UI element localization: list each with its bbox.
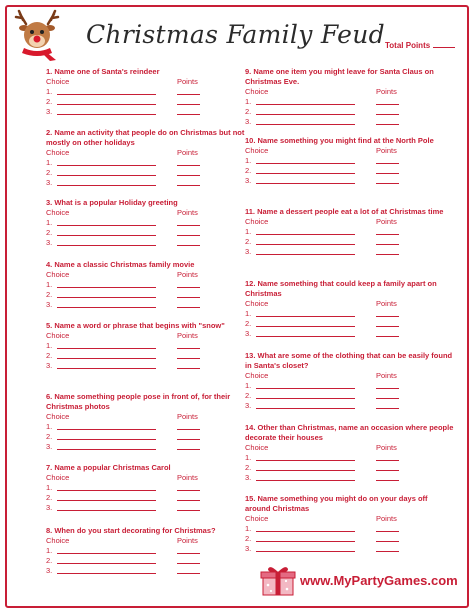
choice-label: Choice (245, 146, 269, 155)
answer-number: 3. (46, 300, 53, 309)
question-block (46, 526, 256, 576)
points-label: Points (177, 270, 198, 279)
points-blank-line[interactable] (177, 287, 200, 288)
answer-row (46, 97, 256, 107)
answer-header (245, 87, 455, 97)
answer-number: 1. (245, 381, 252, 390)
answer-number: 2. (245, 107, 252, 116)
points-blank-line[interactable] (376, 470, 399, 471)
answer-row (245, 391, 455, 401)
total-points-blank (433, 40, 455, 48)
choice-blank-line[interactable] (57, 185, 156, 186)
answer-row (245, 401, 455, 411)
choice-blank-line[interactable] (256, 408, 355, 409)
answer-header (46, 412, 256, 422)
answer-number: 1. (46, 422, 53, 431)
points-blank-line[interactable] (376, 398, 399, 399)
question-text: 12. Name something that could keep a family apart on Christmas (245, 279, 437, 298)
choice-label: Choice (46, 208, 70, 217)
question-text: 4. Name a classic Christmas family movie (46, 260, 195, 269)
choice-blank-line[interactable] (57, 358, 156, 359)
question-block (245, 351, 455, 411)
points-blank-line[interactable] (177, 165, 200, 166)
choice-label: Choice (46, 536, 70, 545)
answer-row (46, 178, 256, 188)
choice-blank-line[interactable] (57, 94, 156, 95)
answer-row (46, 483, 256, 493)
answer-number: 1. (245, 156, 252, 165)
answer-number: 2. (245, 391, 252, 400)
question-block (46, 260, 256, 310)
points-label: Points (177, 77, 198, 86)
answer-header (245, 299, 455, 309)
question-text: 15. Name something you might do on your days off around Christmas (245, 494, 428, 513)
answer-number: 1. (245, 97, 252, 106)
choice-blank-line[interactable] (57, 104, 156, 105)
answer-number: 1. (46, 158, 53, 167)
points-blank-line[interactable] (177, 235, 200, 236)
answer-row (46, 422, 256, 432)
question-text: 11. Name a dessert people eat a lot of at Christmas time (245, 207, 444, 216)
choice-blank-line[interactable] (256, 173, 355, 174)
question-text: 6. Name something people pose in front of, for their Christmas photos (46, 392, 231, 411)
points-blank-line[interactable] (177, 510, 200, 511)
answer-row (245, 97, 455, 107)
choice-blank-line[interactable] (57, 165, 156, 166)
question-text: 2. Name an activity that people do on Christmas but not mostly on other holidays (46, 128, 245, 147)
points-blank-line[interactable] (177, 429, 200, 430)
choice-blank-line[interactable] (57, 500, 156, 501)
answer-row (245, 534, 455, 544)
answer-number: 2. (245, 237, 252, 246)
answer-number: 3. (46, 107, 53, 116)
question-text: 14. Other than Christmas, name an occasion where people decorate their houses (245, 423, 454, 442)
choice-blank-line[interactable] (57, 175, 156, 176)
answer-number: 3. (245, 401, 252, 410)
question-block (46, 463, 256, 513)
question-block (245, 279, 455, 339)
choice-label: Choice (245, 514, 269, 523)
answer-row (245, 329, 455, 339)
points-blank-line[interactable] (376, 244, 399, 245)
answer-header (46, 77, 256, 87)
answer-number: 2. (245, 534, 252, 543)
question-block (46, 67, 256, 117)
answer-number: 3. (46, 238, 53, 247)
answer-header (245, 514, 455, 524)
answer-number: 2. (245, 463, 252, 472)
points-blank-line[interactable] (376, 183, 399, 184)
answer-number: 1. (46, 87, 53, 96)
answer-number: 3. (245, 544, 252, 553)
answer-header (46, 148, 256, 158)
choice-blank-line[interactable] (256, 398, 355, 399)
choice-blank-line[interactable] (57, 225, 156, 226)
choice-blank-line[interactable] (57, 563, 156, 564)
answer-number: 2. (46, 556, 53, 565)
answer-row (245, 227, 455, 237)
points-blank-line[interactable] (177, 297, 200, 298)
points-label: Points (376, 217, 397, 226)
answer-number: 3. (46, 178, 53, 187)
answer-row (46, 361, 256, 371)
footer-brand (260, 561, 460, 599)
question-text: 7. Name a popular Christmas Carol (46, 463, 171, 472)
points-blank-line[interactable] (376, 541, 399, 542)
answer-number: 2. (46, 432, 53, 441)
choice-blank-line[interactable] (256, 114, 355, 115)
answer-row (46, 546, 256, 556)
points-blank-line[interactable] (177, 245, 200, 246)
question-block (245, 207, 455, 257)
answer-number: 2. (46, 97, 53, 106)
choice-blank-line[interactable] (57, 439, 156, 440)
answer-number: 1. (46, 546, 53, 555)
answer-number: 1. (245, 227, 252, 236)
choice-blank-line[interactable] (57, 297, 156, 298)
points-label: Points (177, 536, 198, 545)
total-points-label: Total Points (385, 40, 455, 50)
choice-label: Choice (46, 331, 70, 340)
answer-number: 2. (46, 228, 53, 237)
choice-label: Choice (46, 270, 70, 279)
answer-number: 2. (245, 319, 252, 328)
answer-number: 3. (245, 329, 252, 338)
points-blank-line[interactable] (376, 336, 399, 337)
answer-header (245, 371, 455, 381)
answer-number: 1. (46, 280, 53, 289)
answer-row (46, 442, 256, 452)
points-blank-line[interactable] (177, 500, 200, 501)
points-blank-line[interactable] (177, 449, 200, 450)
answer-header (46, 536, 256, 546)
points-blank-line[interactable] (177, 104, 200, 105)
choice-blank-line[interactable] (57, 235, 156, 236)
question-text: 5. Name a word or phrase that begins with "snow" (46, 321, 225, 330)
points-blank-line[interactable] (376, 408, 399, 409)
gift-box-icon (260, 563, 296, 597)
points-label: Points (376, 146, 397, 155)
answer-row (46, 218, 256, 228)
answer-row (245, 544, 455, 554)
question-block (46, 198, 256, 248)
answer-row (46, 228, 256, 238)
points-label: Points (376, 443, 397, 452)
answer-row (46, 290, 256, 300)
points-blank-line[interactable] (177, 114, 200, 115)
answer-row (46, 493, 256, 503)
answer-row (46, 300, 256, 310)
choice-blank-line[interactable] (256, 551, 355, 552)
answer-row (245, 319, 455, 329)
points-label: Points (177, 473, 198, 482)
choice-label: Choice (245, 299, 269, 308)
question-block (245, 494, 455, 554)
points-blank-line[interactable] (177, 348, 200, 349)
question-text: 8. When do you start decorating for Christmas? (46, 526, 216, 535)
points-blank-line[interactable] (177, 307, 200, 308)
choice-blank-line[interactable] (57, 114, 156, 115)
choice-blank-line[interactable] (256, 470, 355, 471)
points-blank-line[interactable] (177, 185, 200, 186)
points-blank-line[interactable] (177, 94, 200, 95)
points-label: Points (376, 87, 397, 96)
question-block (46, 392, 256, 452)
choice-blank-line[interactable] (256, 541, 355, 542)
choice-label: Choice (46, 412, 70, 421)
points-blank-line[interactable] (376, 531, 399, 532)
points-label: Points (177, 331, 198, 340)
answer-row (245, 463, 455, 473)
points-blank-line[interactable] (376, 234, 399, 235)
answer-row (46, 158, 256, 168)
choice-blank-line[interactable] (57, 490, 156, 491)
points-blank-line[interactable] (376, 316, 399, 317)
question-text: 10. Name something you might find at the North Pole (245, 136, 434, 145)
answer-number: 1. (245, 309, 252, 318)
answer-row (245, 117, 455, 127)
points-label: Points (177, 208, 198, 217)
question-block (245, 136, 455, 186)
answer-number: 1. (46, 218, 53, 227)
answer-row (245, 453, 455, 463)
choice-blank-line[interactable] (256, 316, 355, 317)
points-blank-line[interactable] (376, 124, 399, 125)
question-text: 1. Name one of Santa's reindeer (46, 67, 160, 76)
points-label: Points (376, 371, 397, 380)
choice-blank-line[interactable] (57, 429, 156, 430)
choice-blank-line[interactable] (57, 368, 156, 369)
answer-number: 2. (46, 351, 53, 360)
answer-number: 3. (46, 566, 53, 575)
points-blank-line[interactable] (376, 326, 399, 327)
answer-row (46, 341, 256, 351)
answer-header (46, 208, 256, 218)
answer-row (46, 238, 256, 248)
answer-number: 3. (46, 361, 53, 370)
reindeer-icon (12, 8, 70, 62)
points-blank-line[interactable] (376, 551, 399, 552)
answer-row (245, 247, 455, 257)
points-blank-line[interactable] (177, 573, 200, 574)
answer-number: 3. (245, 176, 252, 185)
choice-blank-line[interactable] (57, 307, 156, 308)
answer-row (46, 168, 256, 178)
points-blank-line[interactable] (376, 480, 399, 481)
answer-row (245, 381, 455, 391)
answer-header (46, 331, 256, 341)
answer-row (46, 503, 256, 513)
choice-blank-line[interactable] (256, 183, 355, 184)
answer-row (46, 351, 256, 361)
answer-row (245, 156, 455, 166)
points-label: Points (177, 148, 198, 157)
choice-blank-line[interactable] (256, 326, 355, 327)
answer-row (46, 566, 256, 576)
answer-number: 1. (245, 524, 252, 533)
answer-number: 1. (245, 453, 252, 462)
choice-blank-line[interactable] (256, 124, 355, 125)
answer-header (46, 473, 256, 483)
points-blank-line[interactable] (177, 490, 200, 491)
choice-blank-line[interactable] (256, 104, 355, 105)
answer-row (46, 87, 256, 97)
choice-blank-line[interactable] (256, 234, 355, 235)
answer-row (245, 176, 455, 186)
answer-row (245, 524, 455, 534)
answer-number: 2. (245, 166, 252, 175)
answer-number: 2. (46, 168, 53, 177)
choice-blank-line[interactable] (256, 480, 355, 481)
points-blank-line[interactable] (376, 173, 399, 174)
answer-number: 2. (46, 290, 53, 299)
choice-blank-line[interactable] (256, 254, 355, 255)
answer-row (46, 432, 256, 442)
choice-blank-line[interactable] (57, 245, 156, 246)
points-blank-line[interactable] (177, 225, 200, 226)
answer-header (46, 270, 256, 280)
question-block (46, 128, 256, 188)
points-label: Points (376, 299, 397, 308)
website-url: www.MyPartyGames.com (300, 573, 458, 588)
points-blank-line[interactable] (177, 175, 200, 176)
answer-number: 1. (46, 341, 53, 350)
points-blank-line[interactable] (376, 388, 399, 389)
answer-row (245, 309, 455, 319)
answer-number: 3. (245, 247, 252, 256)
choice-blank-line[interactable] (256, 163, 355, 164)
points-blank-line[interactable] (177, 439, 200, 440)
points-blank-line[interactable] (177, 553, 200, 554)
points-blank-line[interactable] (376, 460, 399, 461)
choice-blank-line[interactable] (57, 510, 156, 511)
answer-number: 3. (245, 117, 252, 126)
points-label: Points (177, 412, 198, 421)
points-blank-line[interactable] (376, 104, 399, 105)
points-blank-line[interactable] (177, 358, 200, 359)
answer-number: 3. (46, 503, 53, 512)
question-block (46, 321, 256, 371)
answer-header (245, 217, 455, 227)
choice-blank-line[interactable] (256, 531, 355, 532)
question-text: 9. Name one item you might leave for Santa Claus on Christmas Eve. (245, 67, 434, 86)
answer-row (46, 107, 256, 117)
choice-blank-line[interactable] (57, 287, 156, 288)
answer-row (245, 107, 455, 117)
choice-blank-line[interactable] (256, 336, 355, 337)
page-title: Christmas Family Feud (86, 20, 385, 49)
choice-label: Choice (46, 473, 70, 482)
choice-label: Choice (245, 371, 269, 380)
choice-blank-line[interactable] (57, 449, 156, 450)
question-block (245, 423, 455, 483)
points-blank-line[interactable] (376, 114, 399, 115)
points-blank-line[interactable] (376, 254, 399, 255)
choice-label: Choice (46, 148, 70, 157)
answer-number: 3. (46, 442, 53, 451)
points-blank-line[interactable] (376, 163, 399, 164)
answer-row (245, 166, 455, 176)
choice-label: Choice (245, 217, 269, 226)
choice-label: Choice (46, 77, 70, 86)
answer-row (245, 237, 455, 247)
choice-blank-line[interactable] (256, 460, 355, 461)
choice-label: Choice (245, 443, 269, 452)
choice-blank-line[interactable] (57, 553, 156, 554)
choice-blank-line[interactable] (57, 348, 156, 349)
choice-blank-line[interactable] (57, 573, 156, 574)
question-text: 3. What is a popular Holiday greeting (46, 198, 178, 207)
choice-blank-line[interactable] (256, 244, 355, 245)
answer-header (245, 443, 455, 453)
points-blank-line[interactable] (177, 368, 200, 369)
answer-row (46, 556, 256, 566)
points-blank-line[interactable] (177, 563, 200, 564)
answer-number: 1. (46, 483, 53, 492)
answer-row (46, 280, 256, 290)
answer-header (245, 146, 455, 156)
answer-number: 2. (46, 493, 53, 502)
choice-blank-line[interactable] (256, 388, 355, 389)
question-block (245, 67, 455, 127)
answer-row (245, 473, 455, 483)
question-text: 13. What are some of the clothing that can be easily found in Santa's closet? (245, 351, 453, 370)
choice-label: Choice (245, 87, 269, 96)
answer-number: 3. (245, 473, 252, 482)
points-label: Points (376, 514, 397, 523)
